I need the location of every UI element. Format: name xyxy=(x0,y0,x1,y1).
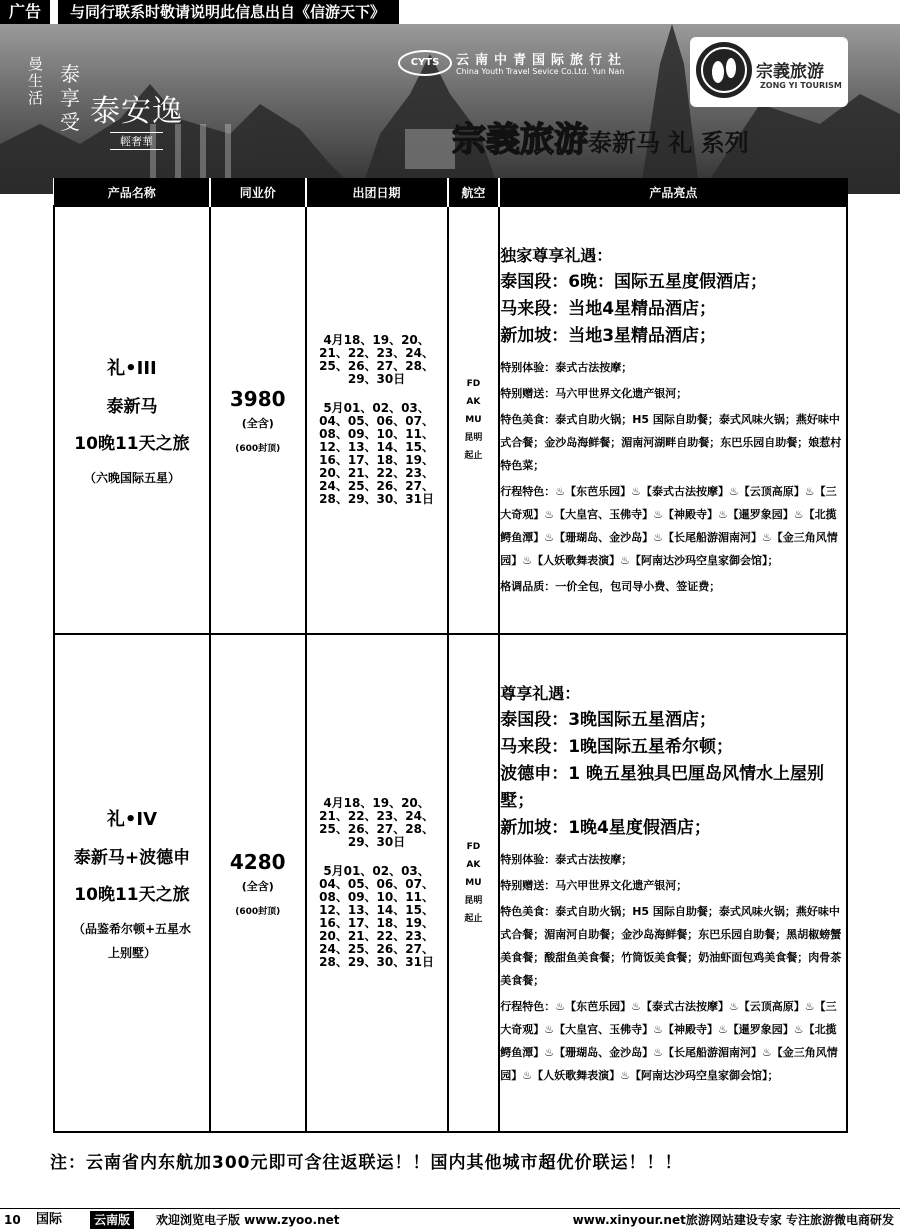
dates-april: 4月18、19、20、21、22、23、24、25、26、27、28、29、30日 xyxy=(319,796,434,849)
price-cell xyxy=(210,206,306,634)
source-note: 与同行联系时敬请说明此信息出自《信游天下》 xyxy=(58,0,399,24)
page-number: 10 xyxy=(4,1213,21,1227)
airline-cell xyxy=(448,206,500,634)
left-brand-subtitle: 輕奢華 xyxy=(110,132,163,150)
series-name: 泰新马 礼 系列 xyxy=(588,129,749,157)
section-label: 国际 xyxy=(36,1212,63,1227)
highlight-hotel: 泰国段：3晚国际五星酒店； xyxy=(500,709,717,730)
highlight-detail: 特别体验：泰式古法按摩； xyxy=(500,361,633,374)
product-duration: 10晚11天之旅 xyxy=(74,885,190,905)
dates-cell xyxy=(306,634,448,1132)
price-cap: (600封顶) xyxy=(235,906,281,917)
top-ad-bar xyxy=(0,0,900,24)
highlight-hotel: 新加坡：当地3星精品酒店； xyxy=(500,326,717,346)
product-name-cell xyxy=(54,206,210,634)
product-table xyxy=(53,178,848,1133)
airline-city: 昆明 xyxy=(464,433,483,443)
left-brand-vertical: 曼生活 xyxy=(28,55,44,107)
highlights-cell xyxy=(499,634,847,1132)
highlight-detail: 特别赠送：马六甲世界文化遗产银河； xyxy=(500,878,688,892)
header-highlights: 产品亮点 xyxy=(499,179,847,207)
product-code: 礼•IV xyxy=(106,809,158,830)
airline-code: FD xyxy=(466,842,481,852)
left-brand-title: 泰安逸 xyxy=(90,94,183,129)
header-airline: 航空 xyxy=(448,179,500,207)
price-inclusive: (全含) xyxy=(241,879,274,893)
highlight-hotel: 马来段：1晚国际五星希尔顿； xyxy=(500,736,734,757)
region-badge: 云南版 xyxy=(90,1211,134,1229)
product-note: （六晚国际五星） xyxy=(83,471,180,485)
ad-tag: 广告 xyxy=(0,0,50,24)
highlight-detail: 特色美食：泰式自助火锅；H5 国际自助餐；泰式风味火锅；燕好味中式合餐；湄南河自助餐；金沙岛海鲜餐；东巴乐园自助餐；黑胡椒螃蟹美食餐；酸甜鱼美食餐；竹筒饭美食餐；奶油虾面包鸡美食餐；肉骨茶美食餐； xyxy=(500,904,842,987)
airline-code: AK xyxy=(466,397,481,407)
highlight-detail: 行程特色：♨【东芭乐园】♨【泰式古法按摩】♨【云顶高原】♨【三大奇观】♨【大皇宫、玉佛寺】♨【神殿寺】♨【暹罗象园】♨【北揽鳄鱼潭】♨【珊瑚岛、金沙岛】♨【长尾船游湄南河】♨【金三角风情园】♨【人妖歌舞表演】♨【阿南达沙玛空皇家御会馆】； xyxy=(500,485,838,567)
highlight-detail: 格调品质：一价全包，包司导小费、签证费； xyxy=(500,580,721,593)
cyts-name-cn: 云南中青国际旅行社 xyxy=(456,53,628,68)
highlight-hotel: 马来段：当地4星精品酒店； xyxy=(500,299,717,319)
table-header-row xyxy=(54,179,847,207)
airline-city: 昆明 xyxy=(464,896,483,906)
cyts-name-en: China Youth Travel Sevice Co.Ltd. Yun Nan xyxy=(456,67,625,76)
dates-may: 5月01、02、03、04、05、06、07、08、09、10、11、12、13、14、15、16、17、18、19、20、21、22、23、24、25、26、27、28、29、30、31日 xyxy=(319,864,434,969)
series-brand: 宗義旅游 xyxy=(452,120,588,160)
table-row xyxy=(54,206,847,634)
price-cell xyxy=(210,634,306,1132)
series-title xyxy=(452,112,749,160)
price-inclusive: (全含) xyxy=(241,416,274,430)
left-brand-accent: 泰享受 xyxy=(60,62,80,134)
product-note: （品鉴希尔顿+五星水上别墅） xyxy=(72,922,191,960)
footer-ad: www.xinyour.net旅游网站建设专家 专注旅游微电商研发 xyxy=(572,1213,894,1227)
highlight-heading: 尊享礼遇： xyxy=(500,683,581,703)
price-value: 3980 xyxy=(229,386,286,411)
airline-note: 起止 xyxy=(464,451,483,461)
table-row xyxy=(54,634,847,1132)
footprint-globe-icon xyxy=(696,42,752,98)
airline-cell xyxy=(448,634,500,1132)
banner xyxy=(0,24,900,194)
airline-code: AK xyxy=(466,860,481,870)
airline-code: FD xyxy=(466,379,481,389)
dates-april: 4月18、19、20、21、22、23、24、25、26、27、28、29、30日 xyxy=(319,333,434,386)
product-code: 礼•III xyxy=(107,358,157,379)
edition-site: 欢迎浏览电子版 www.zyoo.net xyxy=(156,1213,340,1227)
dates-cell xyxy=(306,206,448,634)
highlight-detail: 特别体验：泰式古法按摩； xyxy=(500,852,633,866)
product-duration: 10晚11天之旅 xyxy=(74,434,190,454)
header-price: 同业价 xyxy=(210,179,306,207)
bottom-bar xyxy=(0,1208,900,1231)
price-value: 4280 xyxy=(229,849,286,874)
airline-note: 起止 xyxy=(464,914,483,924)
footnote: 注：云南省内东航加300元即可含往返联运！！国内其他城市超优价联运！！！ xyxy=(50,1153,683,1173)
price-cap: (600封顶) xyxy=(235,443,281,454)
highlight-hotel: 波德申：1 晚五星独具巴厘岛风情水上屋别墅； xyxy=(500,763,824,811)
cyts-logo-icon: CYTS xyxy=(398,50,452,76)
zongyi-name-cn: 宗義旅游 xyxy=(756,62,824,82)
highlight-detail: 特别赠送：马六甲世界文化遗产银河； xyxy=(500,387,688,400)
header-product-name: 产品名称 xyxy=(54,179,210,207)
zongyi-name-en: ZONG YI TOURISM xyxy=(760,81,842,90)
airline-code: MU xyxy=(465,415,482,425)
header-dates: 出团日期 xyxy=(306,179,448,207)
dates-may: 5月01、02、03、04、05、06、07、08、09、10、11、12、13、14、15、16、17、18、19、20、21、22、23、24、25、26、27、28、29、30、31日 xyxy=(319,401,434,506)
product-route: 泰新马 xyxy=(106,397,158,417)
highlight-detail: 特色美食：泰式自助火锅；H5 国际自助餐；泰式风味火锅；燕好味中式合餐；金沙岛海鲜餐；湄南河湖畔自助餐；东巴乐园自助餐；娘惹村特色菜； xyxy=(500,413,842,472)
highlight-heading: 独家尊享礼遇： xyxy=(500,246,613,265)
zongyi-logo xyxy=(690,37,848,107)
highlight-detail: 行程特色：♨【东芭乐园】♨【泰式古法按摩】♨【云顶高原】♨【三大奇观】♨【大皇宫、玉佛寺】♨【神殿寺】♨【暹罗象园】♨【北揽鳄鱼潭】♨【珊瑚岛、金沙岛】♨【长尾船游湄南河】♨【金三角风情园】♨【人妖歌舞表演】♨【阿南达沙玛空皇家御会馆】； xyxy=(500,999,838,1082)
highlights-cell xyxy=(499,206,847,634)
highlight-hotel: 泰国段：6晚：国际五星度假酒店； xyxy=(500,272,768,292)
highlight-hotel: 新加坡：1晚4星度假酒店； xyxy=(500,817,711,838)
product-name-cell xyxy=(54,634,210,1132)
product-route: 泰新马+波德申 xyxy=(73,848,191,868)
airline-code: MU xyxy=(465,878,482,888)
